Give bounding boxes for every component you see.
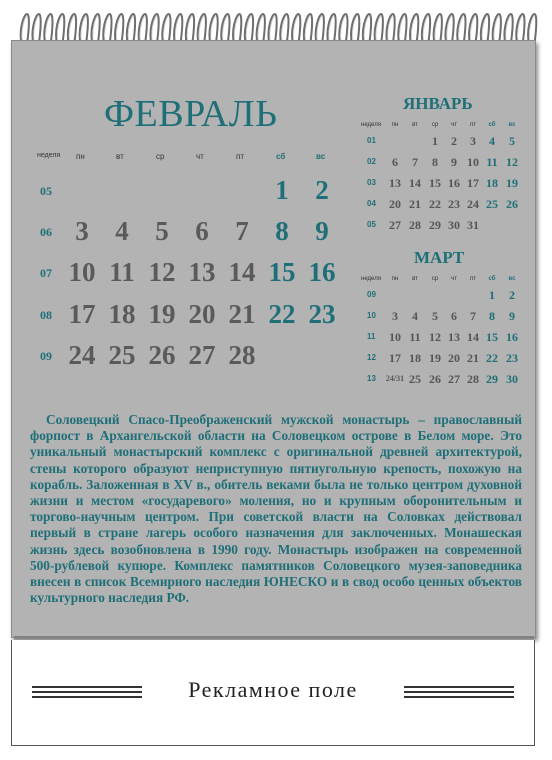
main-day-cell: 26 (148, 340, 176, 370)
january-day-cell: 1 (432, 134, 438, 148)
march-day-cell: 11 (409, 330, 421, 344)
january-dow-label: чт (451, 122, 457, 128)
main-day-cell: 28 (228, 340, 256, 370)
january-day-cell: 21 (409, 197, 421, 211)
january-day-cell: 2 (451, 134, 457, 148)
march-day-cell: 22 (486, 351, 498, 365)
january-day-cell: 8 (432, 155, 438, 169)
march-day-cell: 20 (448, 351, 460, 365)
main-week-number: 05 (40, 184, 52, 198)
main-week-number: 07 (40, 266, 52, 280)
march-day-cell: 27 (448, 372, 460, 386)
january-day-cell: 29 (429, 218, 441, 232)
march-day-cell: 29 (486, 372, 498, 386)
main-dow-label: пт (236, 152, 244, 161)
january-dow-label: вт (412, 122, 418, 128)
january-day-cell: 15 (429, 176, 441, 190)
january-day-cell: 25 (486, 197, 498, 211)
january-day-cell: 12 (506, 155, 518, 169)
march-dow-label: чт (451, 276, 457, 282)
main-week-number: 09 (40, 349, 52, 363)
main-day-cell: 21 (228, 299, 256, 329)
january-dow-label: ср (431, 122, 439, 128)
january-day-cell: 16 (448, 176, 460, 190)
january-day-cell: 4 (489, 134, 495, 148)
january-day-cell: 7 (412, 155, 418, 169)
january-day-cell: 30 (448, 218, 460, 232)
ad-field-label: Рекламное поле (188, 677, 358, 702)
main-day-cell: 1 (275, 175, 289, 205)
march-day-cell: 17 (389, 351, 401, 365)
january-dow-label: сб (488, 122, 496, 128)
main-day-cell: 2 (315, 175, 329, 205)
january-day-cell: 11 (486, 155, 498, 169)
main-day-cell: 23 (308, 299, 336, 329)
january-dow-label: вс (508, 122, 516, 128)
january-title: ЯНВАРЬ (403, 94, 473, 113)
january-day-cell: 17 (467, 176, 479, 190)
january-day-cell: 19 (506, 176, 518, 190)
march-dow-label: вс (508, 276, 516, 282)
march-dow-label: сб (488, 276, 496, 282)
main-day-cell: 19 (148, 299, 176, 329)
march-day-cell: 8 (489, 309, 495, 323)
january-day-cell: 27 (389, 218, 401, 232)
march-day-cell: 7 (470, 309, 476, 323)
march-day-cell: 1 (489, 288, 495, 302)
main-dow-label: ср (156, 152, 165, 161)
january-week-number: 01 (367, 136, 376, 145)
main-day-cell: 4 (115, 216, 129, 246)
january-day-cell: 28 (409, 218, 421, 232)
january-day-cell: 9 (451, 155, 457, 169)
main-day-cell: 9 (315, 216, 329, 246)
january-week-number: 03 (367, 178, 376, 187)
main-week-header: неделя (37, 152, 61, 159)
march-day-cell: 13 (448, 330, 460, 344)
january-dow-label: пт (470, 122, 476, 128)
january-day-cell: 22 (429, 197, 441, 211)
january-day-cell: 23 (448, 197, 460, 211)
march-day-cell: 9 (509, 309, 515, 323)
march-day-cell: 26 (429, 372, 441, 386)
main-day-cell: 15 (268, 257, 296, 287)
march-dow-label: ср (431, 276, 439, 282)
january-day-cell: 18 (486, 176, 498, 190)
main-day-cell: 10 (68, 257, 96, 287)
main-day-cell: 6 (195, 216, 209, 246)
january-day-cell: 6 (392, 155, 398, 169)
main-dow-label: пн (76, 152, 85, 161)
january-day-cell: 13 (389, 176, 401, 190)
march-dow-label: пн (391, 276, 399, 282)
main-day-cell: 25 (108, 340, 136, 370)
main-day-cell: 16 (308, 257, 336, 287)
main-day-cell: 17 (68, 299, 96, 329)
march-day-cell: 25 (409, 372, 421, 386)
march-day-cell: 18 (409, 351, 421, 365)
main-week-number: 08 (40, 308, 52, 322)
main-day-cell: 27 (188, 340, 216, 370)
main-day-cell: 14 (228, 257, 256, 287)
march-week-number: 09 (367, 290, 376, 299)
march-day-cell: 12 (429, 330, 441, 344)
march-day-cell: 30 (506, 372, 518, 386)
march-week-number: 11 (367, 332, 376, 341)
main-day-cell: 13 (188, 257, 216, 287)
march-day-cell: 10 (389, 330, 401, 344)
main-day-cell: 22 (268, 299, 296, 329)
main-day-cell: 18 (108, 299, 136, 329)
main-dow-label: чт (196, 152, 204, 161)
main-day-cell: 8 (275, 216, 289, 246)
march-dow-label: пт (470, 276, 476, 282)
march-day-cell: 23 (506, 351, 518, 365)
ad-field (11, 640, 535, 746)
january-week-number: 05 (367, 220, 376, 229)
january-day-cell: 31 (467, 218, 479, 232)
march-day-cell: 14 (467, 330, 479, 344)
march-week-header: неделя (361, 276, 381, 282)
january-day-cell: 24 (467, 197, 479, 211)
main-dow-label: вт (116, 152, 124, 161)
march-day-cell: 5 (432, 309, 438, 323)
march-week-number: 12 (367, 353, 376, 362)
january-day-cell: 10 (467, 155, 479, 169)
main-week-number: 06 (40, 225, 52, 239)
march-dow-label: вт (412, 276, 418, 282)
march-day-cell: 19 (429, 351, 441, 365)
main-dow-label: сб (276, 152, 286, 161)
march-day-cell: 28 (467, 372, 479, 386)
march-day-cell: 4 (412, 309, 418, 323)
january-day-cell: 26 (506, 197, 518, 211)
monastery-description: Соловецкий Спасо-Преображенский мужской монастырь – православный форпост в Архангельской области на Соловецком острове в Белом море. Это уникальный монастырский комплекс с оригинальной древней архитектурой, стены которого образуют неприступную пятиугольную крепость, похожую на корабль. Заложенная в XV в., обитель веками была не только центром духовной жизни и местом «государевого» моления, но и крупным оборонительным и торгово-научным центром. При советской власти на Соловках действовал первый в стране лагерь особого назначения для заключенных. Монашеская жизнь здесь возобновлена в 1990 году. Монастырь изображен на современной 500-рублевой купюре. Комплекс памятников Соловецкого музея-заповедника внесен в список Всемирного наследия ЮНЕСКО и в свод особо ценных объектов культурного наследия РФ. (30, 412, 522, 606)
march-day-cell: 2 (509, 288, 515, 302)
march-day-cell: 15 (486, 330, 498, 344)
january-week-number: 02 (367, 157, 376, 166)
march-day-cell: 21 (467, 351, 479, 365)
january-day-cell: 14 (409, 176, 421, 190)
main-dow-label: вс (316, 152, 326, 161)
march-day-cell: 24/31 (385, 374, 405, 383)
main-day-cell: 24 (68, 340, 96, 370)
january-day-cell: 20 (389, 197, 401, 211)
march-week-number: 10 (367, 311, 376, 320)
main-day-cell: 12 (148, 257, 176, 287)
main-day-cell: 3 (75, 216, 89, 246)
january-week-header: неделя (361, 122, 381, 128)
january-week-number: 04 (367, 199, 376, 208)
january-day-cell: 3 (470, 134, 476, 148)
main-day-cell: 20 (188, 299, 216, 329)
march-day-cell: 16 (506, 330, 518, 344)
main-day-cell: 5 (155, 216, 169, 246)
main-month-title: ФЕВРАЛЬ (104, 93, 278, 135)
january-dow-label: пн (391, 122, 399, 128)
march-title: МАРТ (414, 248, 465, 267)
main-day-cell: 7 (235, 216, 249, 246)
march-day-cell: 6 (451, 309, 457, 323)
main-day-cell: 11 (109, 257, 135, 287)
january-day-cell: 5 (509, 134, 515, 148)
march-week-number: 13 (367, 374, 376, 383)
march-day-cell: 3 (392, 309, 398, 323)
